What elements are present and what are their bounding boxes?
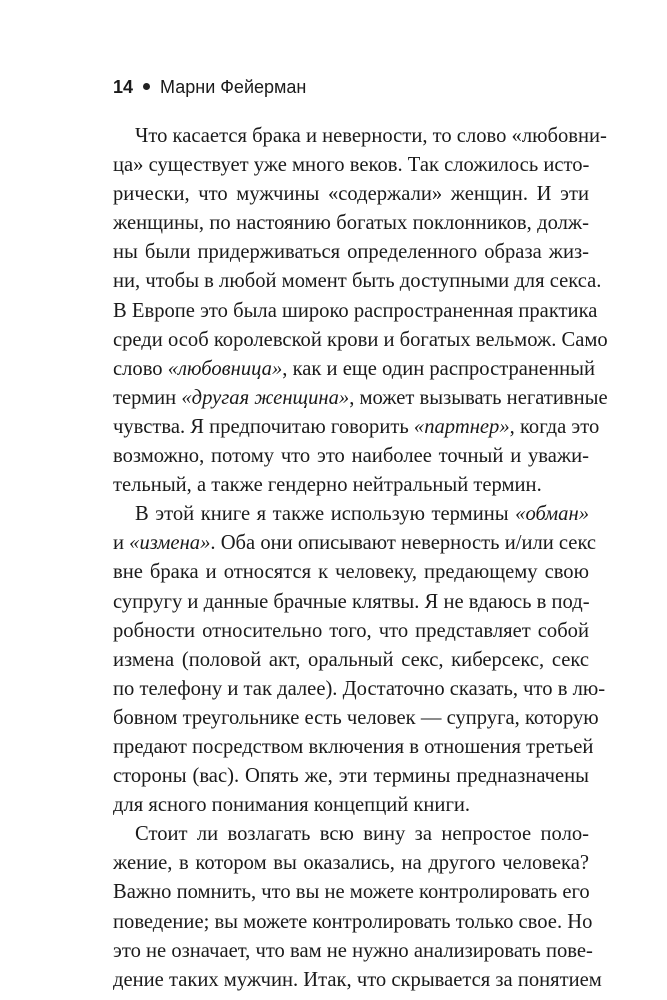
- author-name: Марни Фейерман: [160, 77, 307, 97]
- italic-term: «измена»: [129, 532, 211, 555]
- text-segment: жение, в котором вы оказались, на другого человека?: [113, 852, 589, 875]
- text-segment: рически, что мужчины «содержали» женщин. И эти: [113, 183, 589, 206]
- text-line: [113, 791, 589, 820]
- text-line: [113, 267, 602, 296]
- body-text: [113, 122, 608, 995]
- text-segment: среди особ королевской крови и богатых вельмож. Само: [113, 328, 608, 351]
- text-segment: дение таких мужчин. Итак, что скрывается за понятием: [113, 968, 602, 991]
- text-line: [113, 675, 606, 704]
- text-segment: бовном треугольнике есть человек — супруга, которую: [113, 706, 599, 729]
- text-segment: вне брака и относятся к человеку, предающему свою: [113, 561, 589, 584]
- text-segment: женщины, по настоянию богатых поклонников, долж-: [113, 212, 589, 235]
- text-line: [113, 588, 589, 617]
- text-line: [113, 733, 594, 762]
- text-segment: по телефону и так далее). Достаточно сказать, что в лю-: [113, 677, 606, 700]
- text-line: [113, 355, 595, 384]
- text-line: [113, 878, 589, 907]
- text-line: [113, 908, 593, 937]
- paragraph: [113, 820, 602, 995]
- text-line: [113, 442, 589, 471]
- text-segment: , как и еще один распространенный: [282, 357, 595, 380]
- text-segment: слово: [113, 357, 168, 380]
- paragraph: [113, 500, 606, 820]
- text-line: [113, 122, 607, 151]
- italic-term: «любовница»: [167, 357, 283, 380]
- text-segment: термин: [113, 386, 182, 409]
- text-line: [113, 937, 593, 966]
- text-line: [113, 646, 589, 675]
- text-line: [113, 413, 600, 442]
- text-segment: Стоит ли возлагать всю вину за непростое поло-: [135, 823, 589, 846]
- text-segment: это не означает, что вам не нужно анализировать пове-: [113, 939, 593, 962]
- text-segment: робности относительно того, что представляет собой: [113, 619, 589, 642]
- text-segment: измена (половой акт, оральный секс, киберсекс, секс: [113, 648, 589, 671]
- text-segment: предают посредством включения в отношения третьей: [113, 735, 594, 758]
- text-segment: ца» существует уже много веков. Так сложилось исто-: [113, 154, 590, 177]
- text-line: [113, 529, 597, 558]
- italic-term: «обман»: [515, 503, 589, 526]
- text-segment: ни, чтобы в любой момент быть доступными для секса.: [113, 270, 602, 293]
- text-line: [113, 297, 598, 326]
- italic-term: «партнер»: [413, 415, 510, 438]
- text-segment: , когда это: [509, 415, 600, 438]
- text-line: [113, 238, 589, 267]
- italic-term: «другая женщина»: [181, 386, 350, 409]
- text-line: [113, 966, 602, 995]
- text-line: [113, 558, 589, 587]
- paragraph: [113, 122, 608, 500]
- text-segment: супругу и данные брачные клятвы. Я не вдаюсь в под-: [113, 590, 590, 613]
- text-segment: возможно, потому что это наиболее точный и уважи-: [113, 445, 589, 468]
- page-number: 14: [113, 77, 134, 97]
- separator-dot-icon: [143, 83, 150, 90]
- text-segment: поведение; вы можете контролировать только свое. Но: [113, 910, 593, 933]
- text-segment: В Европе это была широко распространенная практика: [113, 299, 598, 322]
- text-line: [113, 471, 589, 500]
- text-line: [113, 209, 589, 238]
- text-segment: стороны (вас). Опять же, эти термины предназначены: [113, 765, 589, 788]
- text-segment: . Оба они описывают неверность и/или секс: [210, 532, 597, 555]
- text-segment: чувства. Я предпочитаю говорить: [113, 415, 414, 438]
- text-line: [113, 617, 589, 646]
- text-line: [113, 326, 608, 355]
- running-header: [113, 76, 306, 98]
- text-segment: ны были придерживаться определенного образа жиз-: [113, 241, 589, 264]
- text-line: [113, 820, 589, 849]
- text-segment: и: [113, 532, 130, 555]
- text-line: [113, 180, 589, 209]
- text-segment: Что касается брака и неверности, то слово «любовни-: [135, 125, 607, 147]
- text-segment: Важно помнить, что вы не можете контролировать его: [113, 881, 590, 904]
- text-segment: , может вызывать негативные: [349, 386, 608, 409]
- text-line: [113, 500, 589, 529]
- text-line: [113, 384, 608, 413]
- text-line: [113, 704, 599, 733]
- text-line: [113, 151, 589, 180]
- text-segment: В этой книге я также использую термины: [135, 503, 516, 526]
- text-line: [113, 762, 589, 791]
- text-line: [113, 849, 589, 878]
- text-segment: тельный, а также гендерно нейтральный термин.: [113, 474, 542, 497]
- text-segment: для ясного понимания концепций книги.: [113, 794, 471, 817]
